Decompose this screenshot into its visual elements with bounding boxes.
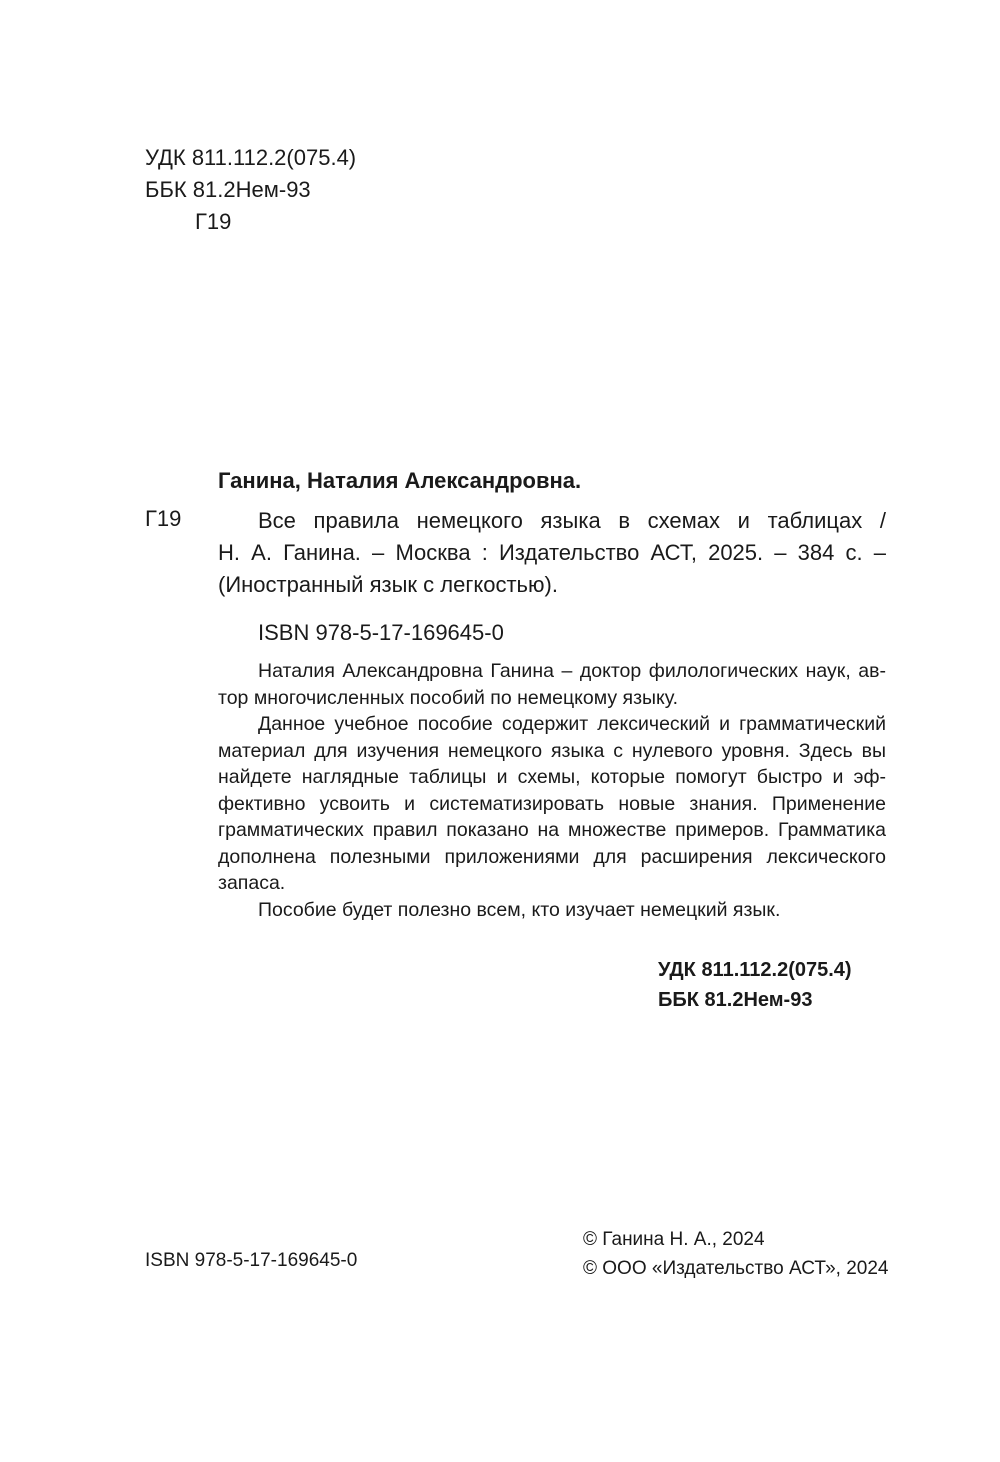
annotation-line: дополнена полезными приложениями для расширения лексического xyxy=(218,845,886,868)
annotation-line: материал для изучения немецкого языка с нулевого уровня. Здесь вы xyxy=(218,739,886,762)
footer-isbn: ISBN 978-5-17-169645-0 xyxy=(145,1250,358,1271)
top-classification-codes xyxy=(145,142,356,238)
udk-code: УДК 811.112.2(075.4) xyxy=(145,145,357,170)
annotation-line: Пособие будет полезно всем, кто изучает немецкий язык. xyxy=(258,898,781,921)
annotation xyxy=(218,658,886,923)
annotation-line: фективно усвоить и систематизировать новые знания. Применение xyxy=(218,792,886,815)
bbk-code-bold: ББК 81.2Нем-93 xyxy=(658,989,813,1011)
annotation-line: найдете наглядные таблицы и схемы, которые помогут быстро и эф- xyxy=(218,766,886,788)
annotation-line: грамматических правил показано на множестве примеров. Грамматика xyxy=(218,819,886,841)
copyright-author: © Ганина Н. А., 2024 xyxy=(583,1229,765,1250)
isbn: ISBN 978-5-17-169645-0 xyxy=(258,620,504,645)
bibliographic-description xyxy=(218,505,886,601)
bottom-classification-codes xyxy=(658,955,852,1015)
catalog-author-mark: Г19 xyxy=(145,506,182,531)
copyright-publisher: © ООО «Издательство АСТ», 2024 xyxy=(583,1258,889,1279)
author-mark: Г19 xyxy=(195,209,232,234)
bbk-code: ББК 81.2Нем-93 xyxy=(145,177,311,202)
title-line: Н. А. Ганина. – Москва : Издательство АСТ, 2025. – 384 с. – xyxy=(218,540,886,565)
copyright-block xyxy=(583,1225,889,1283)
annotation-line: Данное учебное пособие содержит лексический и грамматический xyxy=(258,713,886,735)
annotation-line: тор многочисленных пособий по немецкому языку. xyxy=(218,686,679,709)
annotation-line: Наталия Александровна Ганина – доктор филологических наук, ав- xyxy=(258,660,886,682)
title-line: (Иностранный язык с легкостью). xyxy=(218,572,558,597)
annotation-line: запаса. xyxy=(218,872,286,894)
title-line: Все правила немецкого языка в схемах и таблицах / xyxy=(258,508,886,533)
udk-code-bold: УДК 811.112.2(075.4) xyxy=(658,959,852,981)
author-heading: Ганина, Наталия Александровна. xyxy=(218,468,582,493)
